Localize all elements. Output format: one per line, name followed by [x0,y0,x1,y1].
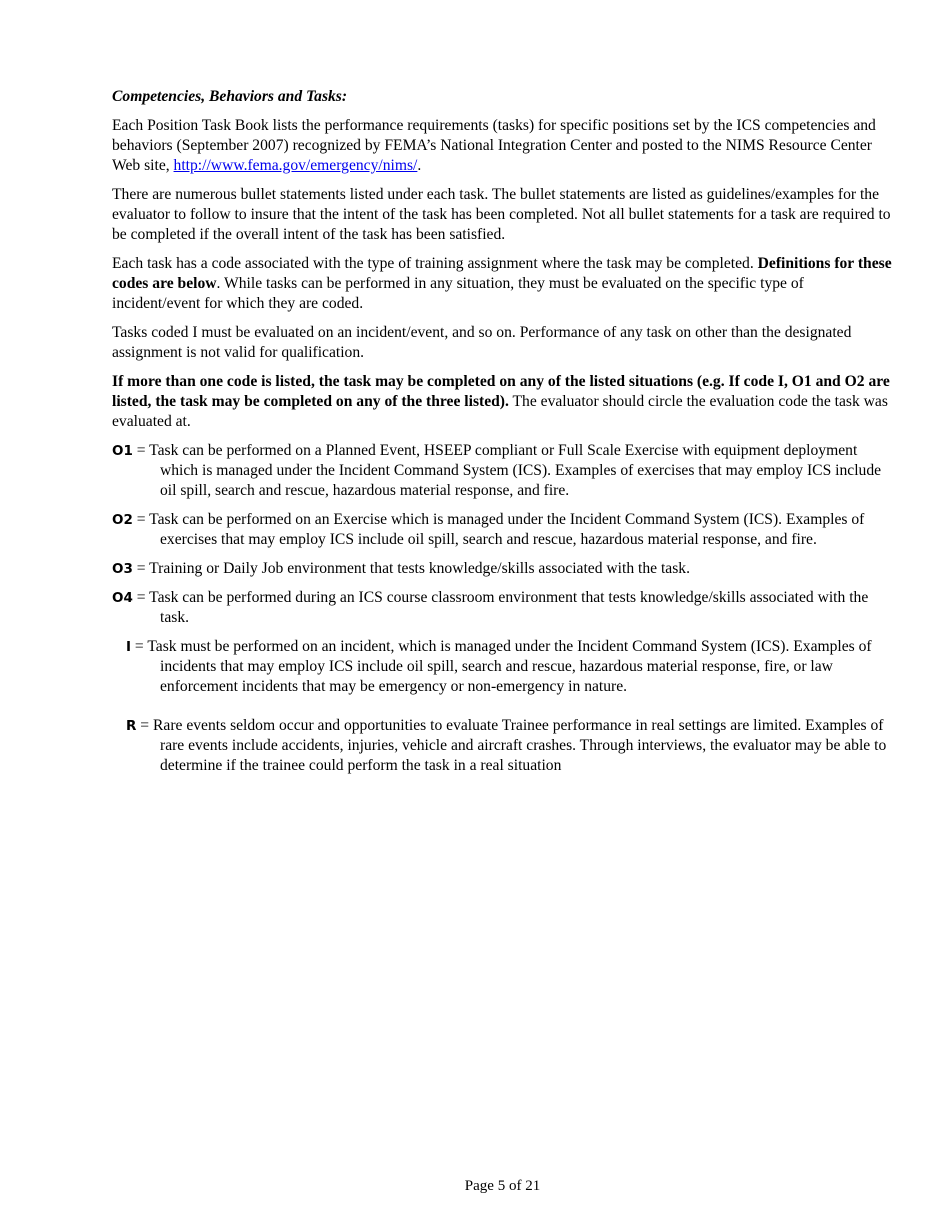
code-text: = Task can be performed on an Exercise which is managed under the Incident Command System (ICS). Examples of exercises that may employ ICS include oil spill, search and rescue, hazardous material response, and fire. [132,511,865,548]
code-definition-o1 [112,441,892,501]
code-text: = Task can be performed on a Planned Event, HSEEP compliant or Full Scale Exercise with equipment deployment which is managed under the Incident Command System (ICS). Examples of exercises that may employ ICS include oil spill, search and rescue, hazardous material response, and fire. [132,442,882,499]
code-label: O4 [112,590,133,606]
code-definition-r [112,716,892,776]
page-number: Page 5 of 21 [464,1178,541,1194]
paragraph-text-after: The evaluator should circle the evaluation code the task was evaluated at. [112,393,888,430]
code-text: = Rare events seldom occur and opportunities to evaluate Trainee performance in real settings are limited. Examples of rare events include accidents, injuries, vehicle and aircraft crashes. Through interviews, the evaluator may be able to determine if the trainee could perform the task in a real situation [136,717,887,774]
paragraph-bullet-statements: There are numerous bullet statements listed under each task. The bullet statements are listed as guidelines/examples for the evaluator to follow to insure that the intent of the task has been completed. Not all bullet statements for a task are required to be completed if the overall intent of the task has been satisfied. [112,186,891,243]
code-label: O2 [112,512,133,528]
paragraph-punctuation: . [417,157,422,174]
code-label: R [126,718,137,734]
paragraph-position-task-book [112,116,892,176]
code-text: = Training or Daily Job environment that tests knowledge/skills associated with the task. [132,560,690,577]
code-label: O3 [112,561,133,577]
paragraph-coded-i: Tasks coded I must be evaluated on an incident/event, and so on. Performance of any task on other than the designated assignment is not valid for qualification. [112,324,852,361]
paragraph-bold-text: Definitions for these codes are below [112,255,892,292]
code-definition-i [112,637,892,697]
code-label: O1 [112,443,133,459]
section-heading: Competencies, Behaviors and Tasks: [112,88,348,105]
code-label: I [126,639,132,655]
nims-link[interactable]: http://www.fema.gov/emergency/nims/ [173,157,418,174]
paragraph-text: Each task has a code associated with the type of training assignment where the task may be completed. [112,255,758,272]
code-text: = Task can be performed during an ICS course classroom environment that tests knowledge/skills associated with the task. [132,589,869,626]
code-text: = Task must be performed on an incident, which is managed under the Incident Command System (ICS). Examples of incidents that may employ ICS include oil spill, search and rescue, hazardous material response, fire, or law enforcement incidents that may be emergency or non-emergency in nature. [131,638,872,695]
code-definition-o4 [112,588,892,628]
code-definition-o2 [112,510,892,550]
paragraph-multiple-codes [112,372,892,432]
code-definition-o3 [112,559,892,579]
paragraph-task-codes [112,254,892,314]
paragraph-bold-text: If more than one code is listed, the task may be completed on any of the listed situations (e.g. If code I, O1 and O2 are listed, the task may be completed on any of the three listed). [112,373,890,410]
paragraph-text-after: . While tasks can be performed in any situation, they must be evaluated on the specific type of incident/event for which they are coded. [112,275,804,312]
document-body [112,87,892,785]
paragraph-text: Each Position Task Book lists the performance requirements (tasks) for specific positions set by the ICS competencies and behaviors (September 2007) recognized by FEMA’s National Integration Center and posted to the NIMS Resource Center Web site, [112,117,876,174]
